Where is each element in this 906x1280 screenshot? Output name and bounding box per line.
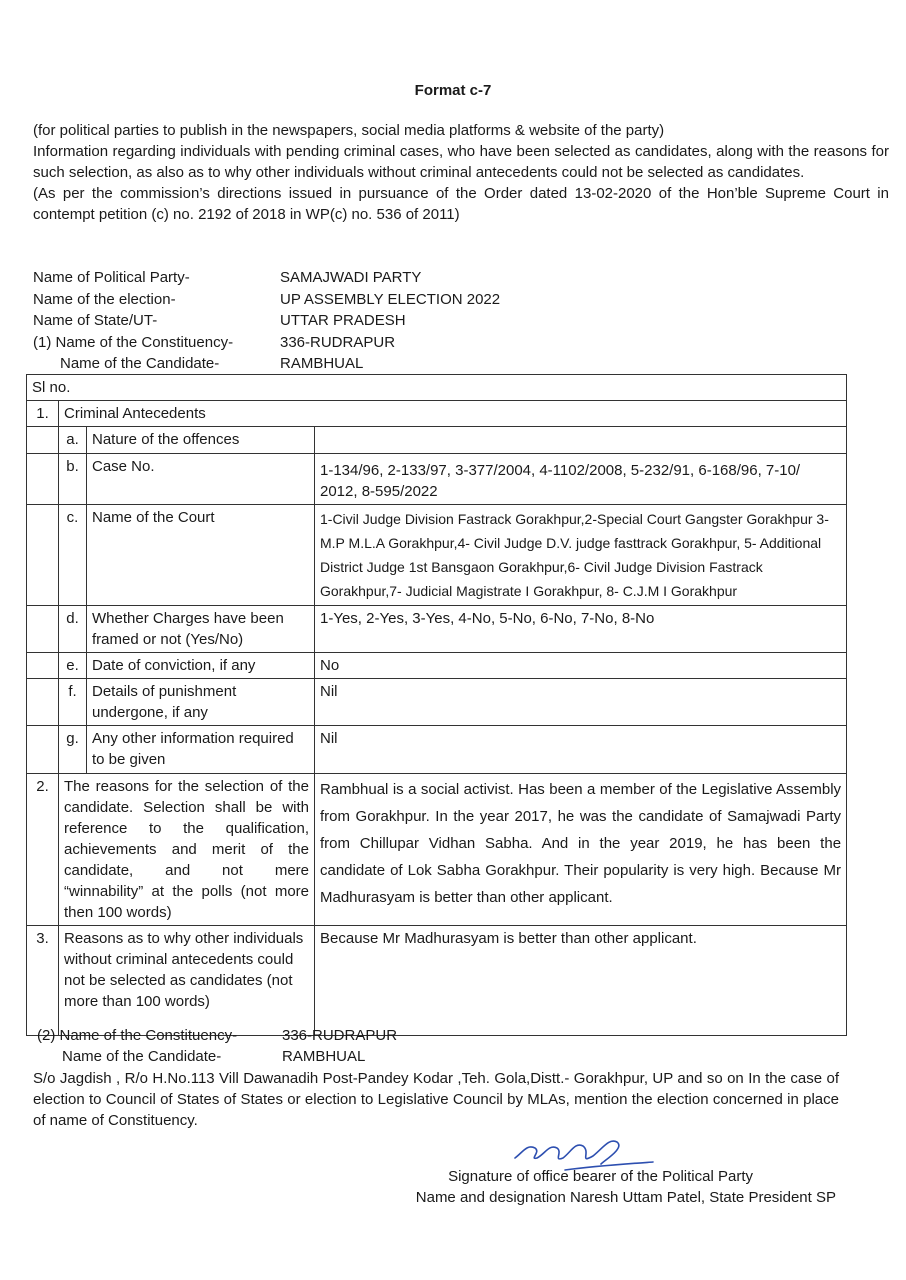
address-note: S/o Jagdish , R/o H.No.113 Vill Dawanadih Post-Pandey Kodar ,Teh. Gola,Distt.- Gorakhpur, UP and so on In the case of election to Council of States of States or election to Legislative Council by MLAs, mention the election concerned in place of name of Constituency. <box>33 1070 839 1129</box>
row-value: 1-Yes, 2-Yes, 3-Yes, 4-No, 5-No, 6-No, 7-No, 8-No <box>315 606 847 653</box>
constituency-value: 336-RUDRAPUR <box>280 333 396 351</box>
row-label: Nature of the offences <box>87 427 315 454</box>
row-letter: b. <box>59 454 87 505</box>
state-row <box>33 310 853 332</box>
table-row <box>27 679 847 726</box>
section-1-title: Criminal Antecedents <box>59 401 847 427</box>
section-1-number: 1. <box>27 401 59 427</box>
intro-line-1: (for political parties to publish in the newspapers, social media platforms & website of the party) <box>33 122 665 139</box>
row-label: Details of punishment undergone, if any <box>87 679 315 726</box>
section-3-value: Because Mr Madhurasyam is better than other applicant. <box>315 926 847 1036</box>
candidate-2-label: Name of the Candidate- <box>62 1048 222 1065</box>
row-value: No <box>315 653 847 679</box>
row-label: Date of conviction, if any <box>87 653 315 679</box>
row-letter: e. <box>59 653 87 679</box>
intro-line-3: (As per the commission’s directions issued in pursuance of the Order dated 13-02-2020 of the Hon’ble Supreme Court in contempt petition (c) no. 2192 of 2018 in WP(c) no. 536 of 2011) <box>33 185 889 223</box>
section-2-row <box>27 774 847 926</box>
row-label: Case No. <box>87 454 315 505</box>
section-2-number: 2. <box>27 774 59 926</box>
table-row <box>27 726 847 774</box>
candidate-2-row <box>33 1046 839 1067</box>
signature-block <box>416 1166 836 1208</box>
table-row <box>27 454 847 505</box>
election-row <box>33 289 853 311</box>
state-label: Name of State/UT- <box>33 312 158 329</box>
sl-no-header: Sl no. <box>27 375 847 401</box>
row-label: Name of the Court <box>87 505 315 606</box>
section-3-label: Reasons as to why other individuals without criminal antecedents could not be selected as candidates (not more than 100 words) <box>59 926 315 1036</box>
candidate-info <box>33 267 853 375</box>
antecedents-table <box>26 374 847 1036</box>
party-row <box>33 267 853 289</box>
row-value: Nil <box>315 726 847 774</box>
row-letter: a. <box>59 427 87 454</box>
constituency-label: (1) Name of the Constituency- <box>33 333 234 351</box>
row-letter: g. <box>59 726 87 774</box>
election-label: Name of the election- <box>33 290 176 308</box>
signature-line-2: Name and designation Naresh Uttam Patel, State President SP <box>415 1189 836 1206</box>
party-label: Name of Political Party- <box>33 269 190 286</box>
section-2-label: The reasons for the selection of the candidate. Selection shall be with reference to the qualification, achievements and merit of the candidate, and not mere “winnability” at the polls (not more then 100 words) <box>59 774 315 926</box>
row-value: 1-Civil Judge Division Fastrack Gorakhpur,2-Special Court Gangster Gorakhpur 3-M.P M.L.A Gorakhpur,4- Civil Judge D.V. judge fasttrack Gorakhpur, 5- Additional District Judge 1st Bansgaon Gorakhpur,6- Civil Judge Division Fastrack Gorakhpur,7- Judicial Magistrate I Gorakhpur, 8- C.J.M I Gorakhpur <box>315 505 847 606</box>
row-label: Any other information required to be given <box>87 726 315 774</box>
row-letter: d. <box>59 606 87 653</box>
section-3-row <box>27 926 847 1036</box>
candidate-value: RAMBHUAL <box>280 355 364 372</box>
candidate-label: Name of the Candidate- <box>60 355 220 372</box>
bottom-block <box>33 1025 839 1131</box>
state-value: UTTAR PRADESH <box>280 312 406 329</box>
constituency-2-value: 336-RUDRAPUR <box>282 1027 398 1044</box>
row-value: 1-134/96, 2-133/97, 3-377/2004, 4-1102/2008, 5-232/91, 6-168/96, 7-10/ 2012, 8-595/2022 <box>315 454 847 505</box>
constituency-2-label: (2) Name of the Constituency- <box>37 1027 238 1044</box>
intro-block <box>33 120 889 225</box>
section-2-value: Rambhual is a social activist. Has been a member of the Legislative Assembly from Gorakhpur. In the year 2017, he was the candidate of Samajwadi Party from Chillupar Vidhan Sabha. And in the year 2019, he has been the candidate of Lok Sabha Gorakhpur. Their popularity is very high. Because Mr Madhurasyam is better than other applicant. <box>315 774 847 926</box>
table-row <box>27 606 847 653</box>
row-label: Whether Charges have been framed or not (Yes/No) <box>87 606 315 653</box>
constituency-row <box>33 332 853 354</box>
section-1-row <box>27 401 847 427</box>
intro-line-2: Information regarding individuals with pending criminal cases, who have been selected as candidates, along with the reasons for such selection, as also as to why other individuals without criminal antecedents could not be selected as candidates. <box>33 143 889 181</box>
table-row <box>27 653 847 679</box>
candidate-2-value: RAMBHUAL <box>282 1048 366 1065</box>
table-header-row <box>27 375 847 401</box>
constituency-2-row <box>33 1025 839 1046</box>
signature-line-1: Signature of office bearer of the Political Party <box>448 1168 753 1185</box>
row-letter: f. <box>59 679 87 726</box>
candidate-row <box>33 353 853 375</box>
table-row <box>27 427 847 454</box>
table-row <box>27 505 847 606</box>
section-3-number: 3. <box>27 926 59 1036</box>
document-title: Format c-7 <box>414 82 492 99</box>
row-value: Nil <box>315 679 847 726</box>
party-value: SAMAJWADI PARTY <box>280 269 422 286</box>
row-value <box>315 427 847 454</box>
row-letter: c. <box>59 505 87 606</box>
election-value: UP ASSEMBLY ELECTION 2022 <box>280 290 501 308</box>
